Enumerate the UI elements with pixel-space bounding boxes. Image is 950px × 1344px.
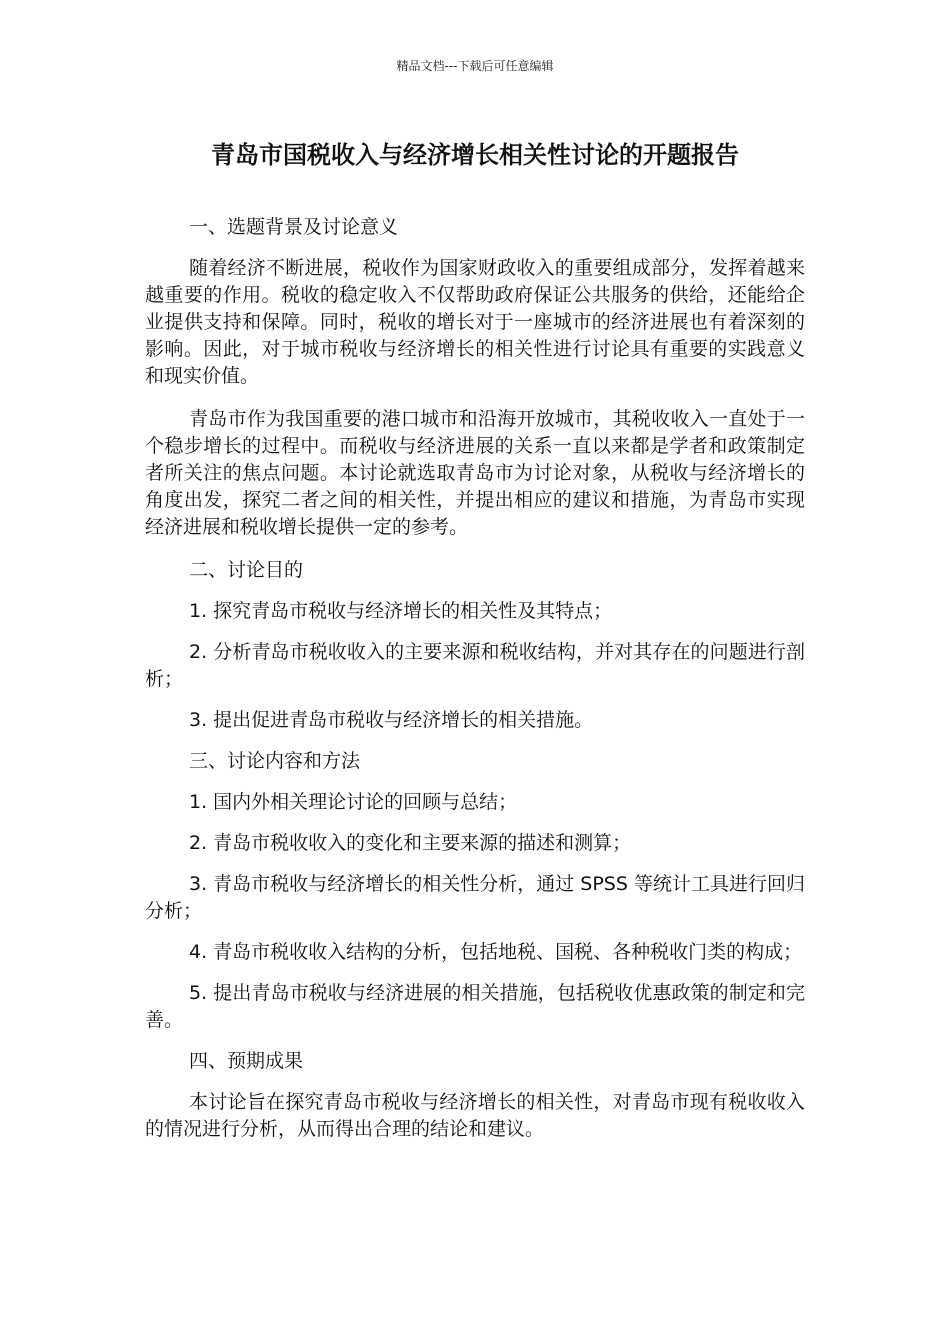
list-item-content-2: 2. 青岛市税收收入的变化和主要来源的描述和测算； [189,832,632,854]
list-item-content-5: 5. 提出青岛市税收与经济进展的相关措施，包括税收优惠政策的制定和完善。 [145,982,805,1031]
list-item-purpose-1: 1. 探究青岛市税收与经济增长的相关性及其特点； [189,600,613,622]
paragraph-background-2: 青岛市作为我国重要的港口城市和沿海开放城市，其税收收入一直处于一个稳步增长的过程中。而税收与经济进展的关系一直以来都是学者和政策制定者所关注的焦点问题。本讨论就选取青岛市为讨论对象，从税收与经济增长的角度出发，探究二者之间的相关性，并提出相应的建议和措施，为青岛市实现经济进展和税收增长提供一定的参考。 [145,408,805,538]
document-body [145,214,805,1159]
section-heading-content-methods: 三、讨论内容和方法 [189,750,361,772]
list-item-content-1: 1. 国内外相关理论讨论的回顾与总结； [189,791,518,813]
list-item-content-3: 3. 青岛市税收与经济增长的相关性分析，通过 SPSS 等统计工具进行回归分析； [145,873,805,922]
header-note: 精品文档---下载后可任意编辑 [396,59,554,73]
section-heading-expected-results: 四、预期成果 [189,1050,304,1072]
list-item-purpose-2: 2. 分析青岛市税收收入的主要来源和税收结构，并对其存在的问题进行剖析； [145,641,805,690]
list-item-content-4: 4. 青岛市税收收入结构的分析，包括地税、国税、各种税收门类的构成； [189,941,803,963]
list-item-purpose-3: 3. 提出促进青岛市税收与经济增长的相关措施。 [189,709,594,731]
section-heading-purpose: 二、讨论目的 [189,559,304,581]
section-heading-background: 一、选题背景及讨论意义 [189,216,399,238]
document-title: 青岛市国税收入与经济增长相关性讨论的开题报告 [211,141,739,169]
paragraph-background-1: 随着经济不断进展，税收作为国家财政收入的重要组成部分，发挥着越来越重要的作用。税收的稳定收入不仅帮助政府保证公共服务的供给，还能给企业提供支持和保障。同时，税收的增长对于一座城市的经济进展也有着深刻的影响。因此，对于城市税收与经济增长的相关性进行讨论具有重要的实践意义和现实价值。 [145,257,805,387]
paragraph-expected-results: 本讨论旨在探究青岛市税收与经济增长的相关性，对青岛市现有税收收入的情况进行分析，从而得出合理的结论和建议。 [145,1091,805,1140]
